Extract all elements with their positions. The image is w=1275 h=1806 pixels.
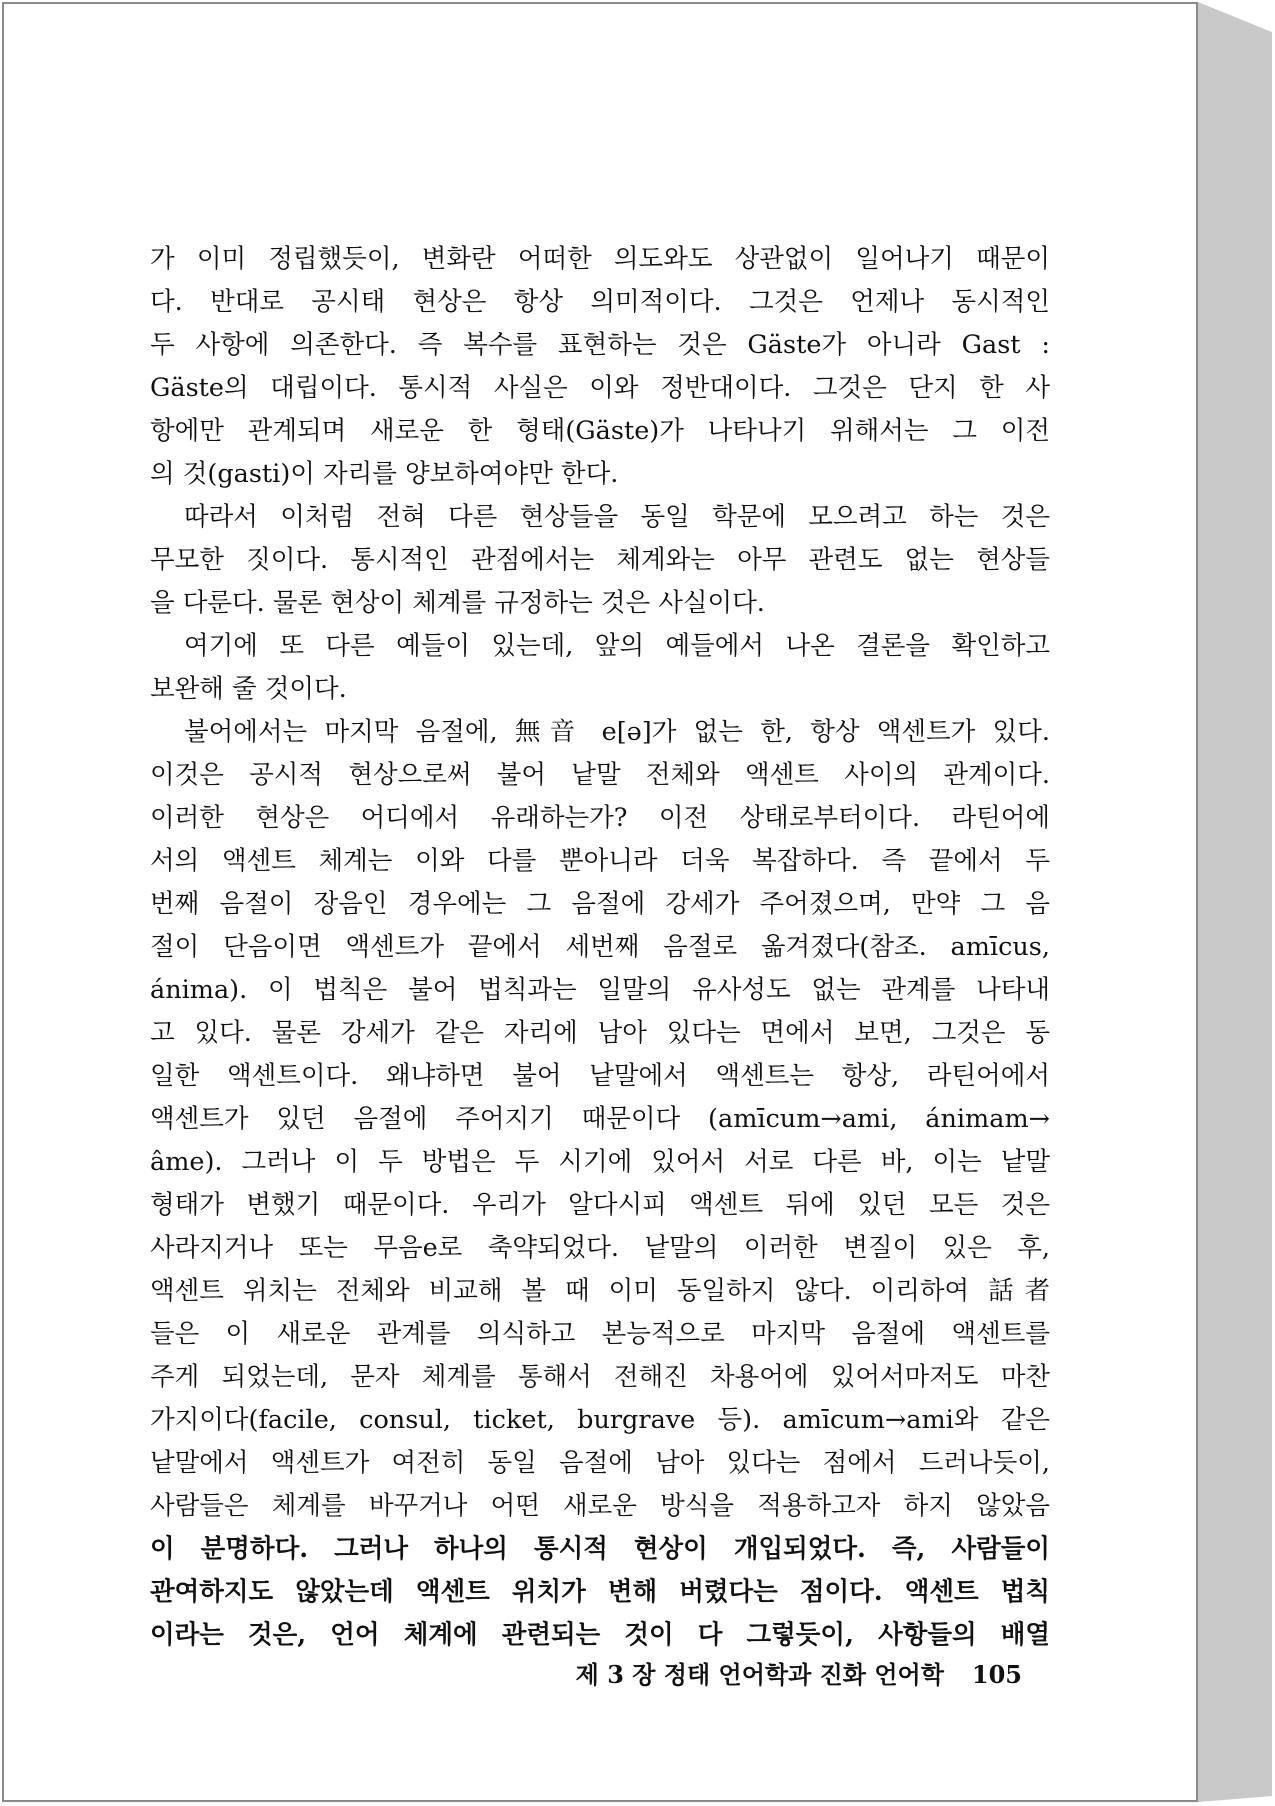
text-line: 여기에 또 다른 예들이 있는데, 앞의 예들에서 나온 결론을 확인하고 (184, 631, 1050, 661)
text-line: 보완해 줄 것이다. (150, 674, 347, 704)
text-line: 의 것(gasti)이 자리를 양보하여야만 한다. (150, 459, 619, 489)
body-text (150, 238, 1050, 1657)
text-line: 절이 단음이면 액센트가 끝에서 세번째 음절로 옮겨졌다(참조. amīcus, (150, 932, 1050, 962)
text-line: Gäste의 대립이다. 통시적 사실은 이와 정반대이다. 그것은 단지 한 사 (150, 373, 1050, 403)
text-line: 고 있다. 물론 강세가 같은 자리에 남아 있다는 면에서 보면, 그것은 동 (150, 1018, 1050, 1048)
text-line: 일한 액센트이다. 왜냐하면 불어 낱말에서 액센트는 항상, 라틴어에서 (150, 1061, 1050, 1091)
page-edge-shadow (1198, 2, 1272, 1802)
text-line: 이러한 현상은 어디에서 유래하는가? 이전 상태로부터이다. 라틴어에 (150, 803, 1050, 833)
text-line: 액센트가 있던 음절에 주어지기 때문이다 (amīcum→ami, ánimam→ (150, 1104, 1050, 1134)
text-line: 가지이다(facile, consul, ticket, burgrave 등). amīcum→ami와 같은 (150, 1405, 1050, 1435)
text-line: 액센트 위치는 전체와 비교해 볼 때 이미 동일하지 않다. 이리하여 話者 (150, 1276, 1050, 1306)
text-line: 서의 액센트 체계는 이와 다를 뿐아니라 더욱 복잡하다. 즉 끝에서 두 (150, 846, 1050, 876)
text-line: 을 다룬다. 물론 현상이 체계를 규정하는 것은 사실이다. (150, 588, 765, 618)
chapter-title: 제 3 장 정태 언어학과 진화 언어학 (575, 1660, 944, 1689)
page-footer (150, 1655, 1022, 1690)
text-line: 다. 반대로 공시태 현상은 항상 의미적이다. 그것은 언제나 동시적인 (150, 287, 1050, 317)
text-line: 불어에서는 마지막 음절에, 無音 e[ə]가 없는 한, 항상 액센트가 있다. (184, 717, 1050, 747)
text-line: 주게 되었는데, 문자 체계를 통해서 전해진 차용어에 있어서마저도 마찬 (150, 1362, 1050, 1392)
text-line: 무모한 짓이다. 통시적인 관점에서는 체계와는 아무 관련도 없는 현상들 (150, 545, 1050, 575)
text-line: 항에만 관계되며 새로운 한 형태(Gäste)가 나타나기 위해서는 그 이전 (150, 416, 1050, 446)
text-line: 형태가 변했기 때문이다. 우리가 알다시피 액센트 뒤에 있던 모든 것은 (150, 1190, 1050, 1220)
text-line: 사람들은 체계를 바꾸거나 어떤 새로운 방식을 적용하고자 하지 않았음 (150, 1491, 1050, 1521)
text-line: 가 이미 정립했듯이, 변화란 어떠한 의도와도 상관없이 일어나기 때문이 (150, 244, 1050, 274)
text-line: 들은 이 새로운 관계를 의식하고 본능적으로 마지막 음절에 액센트를 (150, 1319, 1050, 1349)
text-line: âme). 그러나 이 두 방법은 두 시기에 있어서 서로 다른 바, 이는 낱말 (150, 1147, 1050, 1177)
text-line: 따라서 이처럼 전혀 다른 현상들을 동일 학문에 모으려고 하는 것은 (184, 502, 1050, 532)
text-line: 이것은 공시적 현상으로써 불어 낱말 전체와 액센트 사이의 관계이다. (150, 760, 1050, 790)
text-line: 두 사항에 의존한다. 즉 복수를 표현하는 것은 Gäste가 아니라 Gast : (150, 330, 1050, 360)
text-line: 사라지거나 또는 무음e로 축약되었다. 낱말의 이러한 변질이 있은 후, (150, 1233, 1050, 1263)
page-number: 105 (971, 1660, 1022, 1689)
text-line: 이 분명하다. 그러나 하나의 통시적 현상이 개입되었다. 즉, 사람들이 (150, 1534, 1050, 1564)
text-line: 번째 음절이 장음인 경우에는 그 음절에 강세가 주어졌으며, 만약 그 음 (150, 889, 1050, 919)
text-line: 낱말에서 액센트가 여전히 동일 음절에 남아 있다는 점에서 드러나듯이, (150, 1448, 1050, 1478)
text-line: 관여하지도 않았는데 액센트 위치가 변해 버렸다는 점이다. 액센트 법칙 (150, 1577, 1050, 1607)
text-line: ánima). 이 법칙은 불어 법칙과는 일말의 유사성도 없는 관계를 나타내 (150, 975, 1050, 1005)
text-line: 이라는 것은, 언어 체계에 관련되는 것이 다 그렇듯이, 사항들의 배열 (150, 1620, 1050, 1650)
